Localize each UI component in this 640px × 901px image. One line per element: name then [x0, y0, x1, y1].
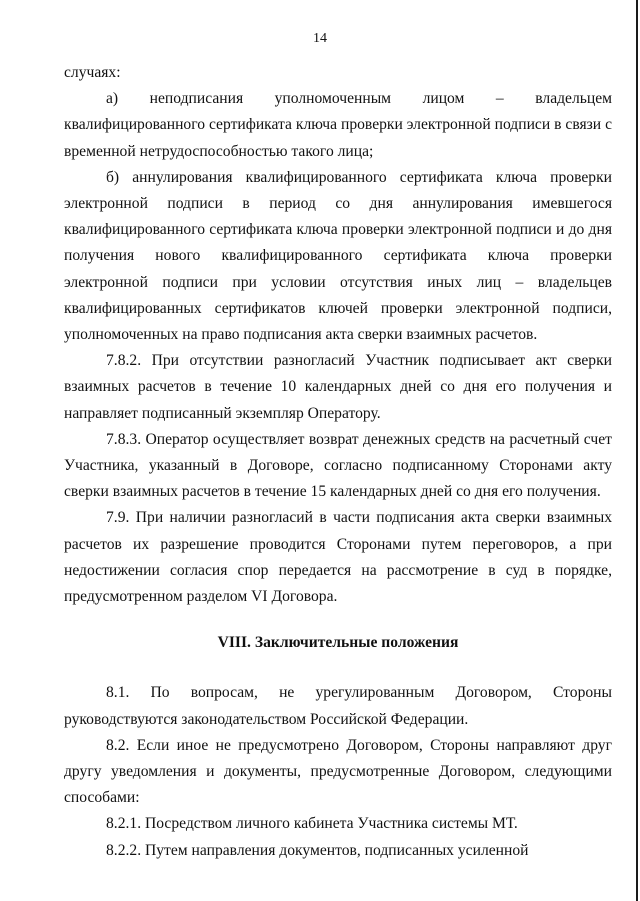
paragraph: 8.2.1. Посредством личного кабинета Участника системы МТ.: [106, 815, 518, 833]
paragraph: 7.8.2. При отсутствии разногласий Участник подписывает акт сверки взаимных расчетов в течение 10 календарных дней со дня его получения и направляет подписанный экземпляр Оператору.: [64, 352, 612, 422]
paragraph: 8.1. По вопросам, не урегулированным Договором, Стороны руководствуются законодательством Российской Федерации.: [64, 684, 612, 728]
paragraph: 8.2.2. Путем направления документов, подписанных усиленной: [106, 841, 529, 859]
section-heading: VIII. Заключительные положения: [217, 634, 459, 652]
paragraph: б) аннулирования квалифицированного сертификата ключа проверки электронной подписи в период со дня аннулирования имевшегося квалифицированного сертификата ключа проверки электронной подписи и до дня получения нового квалифицированного сертификата ключа проверки электронной подписи при условии отсутствия иных лиц – владельцев квалифицированных сертификатов ключей проверки электронной подписи, уполномоченных на право подписания акта сверки взаимных расчетов.: [64, 168, 612, 344]
paragraph: случаях:: [64, 64, 121, 81]
paragraphs-before-heading: [64, 60, 612, 610]
document-body: [64, 60, 612, 864]
paragraph: 7.9. При наличии разногласий в части подписания акта сверки взаимных расчетов их разрешение проводится Сторонами путем переговоров, а при недостижении согласия спор передается на рассмотрение в суд в порядке, предусмотренном разделом VI Договора.: [64, 509, 612, 606]
paragraph: 7.8.3. Оператор осуществляет возврат денежных средств на расчетный счет Участника, указанный в Договоре, согласно подписанному Сторонами акту сверки взаимных расчетов в течение 15 календарных дней со дня его получения.: [64, 430, 612, 501]
paragraph: 8.2. Если иное не предусмотрено Договором, Стороны направляют друг другу уведомления и документы, предусмотренные Договором, следующими способами:: [64, 736, 612, 807]
paragraph: а) неподписания уполномоченным лицом – владельцем квалифицированного сертификата ключа проверки электронной подписи в связи с временной нетрудоспособностью такого лица;: [64, 90, 612, 160]
paragraphs-after-heading: [64, 680, 612, 863]
page-number: 14: [313, 31, 327, 46]
scan-edge-line: [636, 0, 638, 901]
